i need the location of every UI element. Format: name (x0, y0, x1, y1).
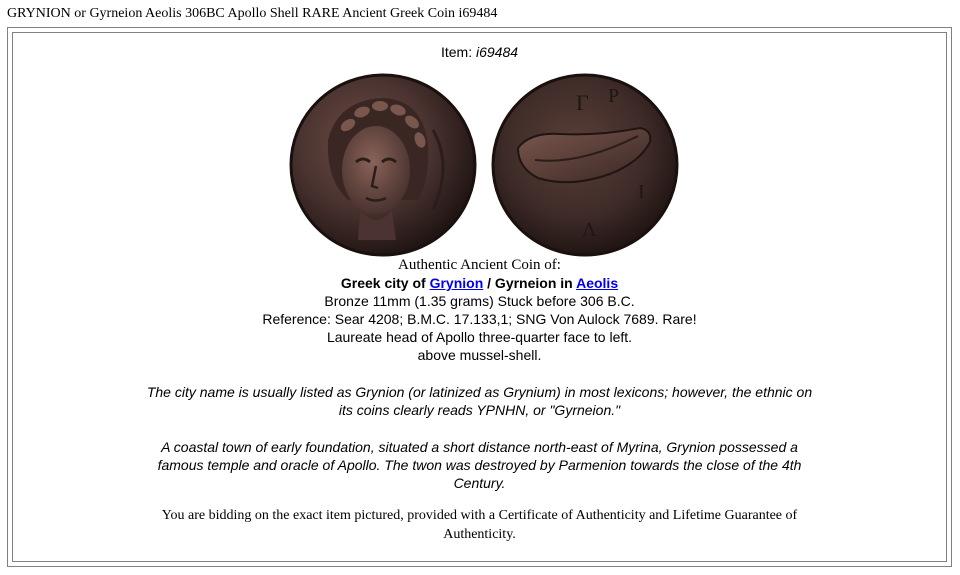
grynion-link[interactable]: Grynion (429, 275, 484, 291)
coin-reverse-image (490, 70, 680, 260)
reference-line: Reference: Sear 4208; B.M.C. 17.133,1; SNG Von Aulock 7689. Rare! (262, 311, 697, 327)
description-heading: Authentic Ancient Coin of: (398, 257, 561, 273)
description-block (12, 256, 947, 544)
reverse-line: above mussel-shell. (417, 347, 542, 363)
svg-text:Ι: Ι (638, 181, 645, 203)
obverse-line: Laureate head of Apollo three-quarter face to left. (326, 329, 633, 345)
coin-obverse-image (288, 70, 478, 260)
city-line (12, 274, 947, 292)
authenticity-disclaimer: You are bidding on the exact item pictured, provided with a Certificate of Authenticity and Lifetime Guarantee of Authenticity. (161, 508, 798, 542)
item-label: Item: (440, 44, 473, 60)
history-paragraph: A coastal town of early foundation, situated a short distance north-east of Myrina, Grynion possessed a famous temple and oracle of Apollo. The twon was destroyed by Parmenion towards the close of the 4th Century. (157, 439, 802, 491)
svg-text:Γ: Γ (576, 90, 589, 115)
page-title: GRYNION or Gyrneion Aeolis 306BC Apollo Shell RARE Ancient Greek Coin i69484 (7, 6, 498, 21)
city-name-paragraph: The city name is usually listed as Grynion (or latinized as Grynium) in most lexicons; however, the ethnic on its coins clearly reads YPNHN, or "Gyrneion." (146, 384, 813, 418)
item-number-line (12, 44, 947, 60)
bronze-line: Bronze 11mm (1.35 grams) Stuck before 306 B.C. (324, 293, 635, 309)
svg-text:Ρ: Ρ (608, 85, 620, 107)
aeolis-link[interactable]: Aeolis (576, 275, 619, 291)
item-id: i69484 (475, 44, 519, 60)
svg-text:Λ: Λ (582, 219, 597, 241)
city-prefix: Greek city of (340, 275, 426, 291)
city-middle: / Gyrneion in (483, 275, 577, 291)
